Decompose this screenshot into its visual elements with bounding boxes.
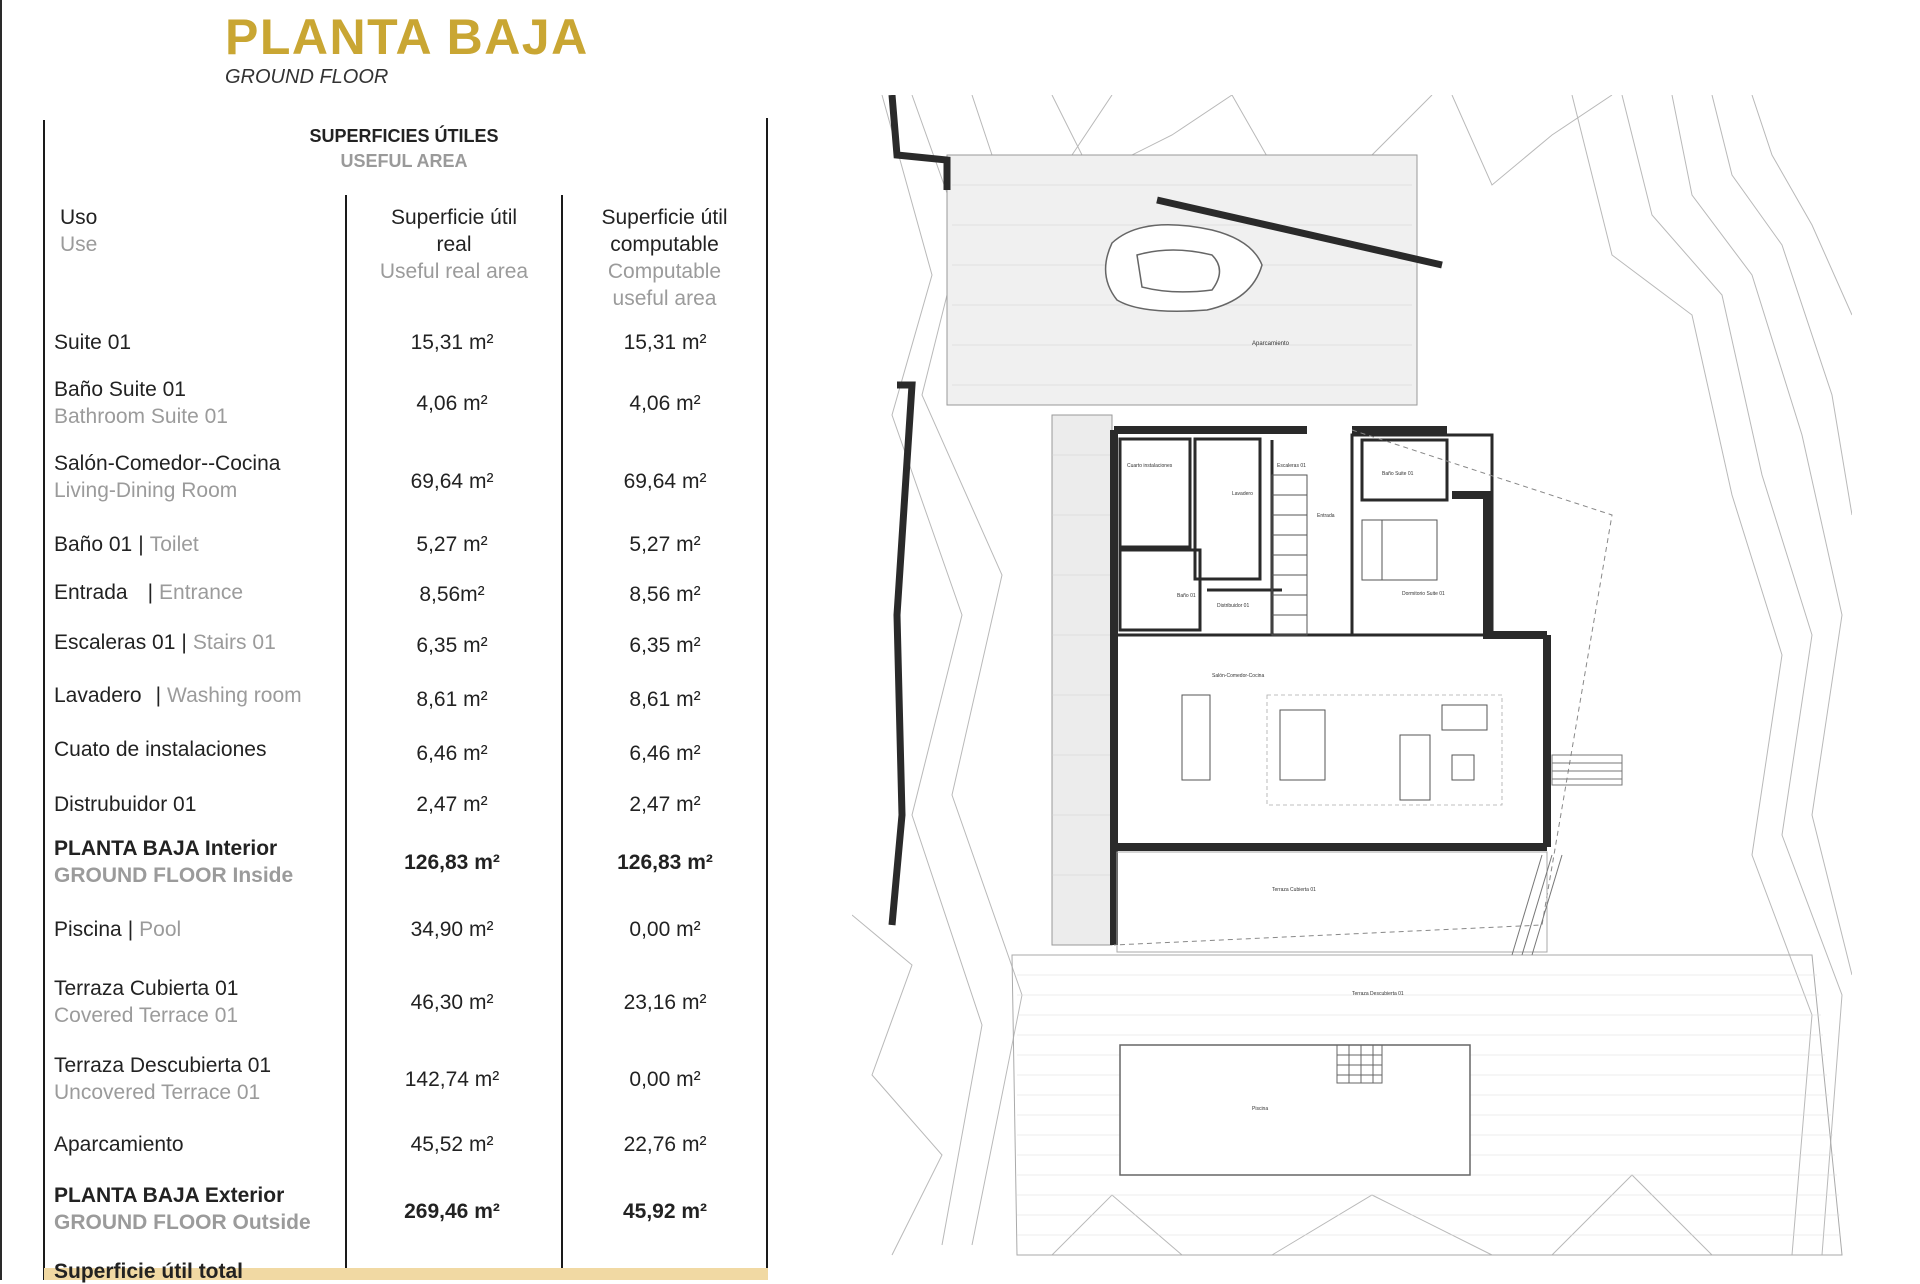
computable-area-value: 8,61 m² [629, 688, 701, 711]
column-header-comp-es-2: computable [610, 233, 719, 256]
computable-area-value: 6,35 m² [629, 634, 701, 657]
column-header-real-en: Useful real area [379, 260, 529, 283]
row-label-es: Terraza Cubierta 01 [54, 977, 239, 1000]
plan-label-bath-suite: Baño Suite 01 [1382, 471, 1414, 477]
table-row-label [54, 376, 344, 430]
real-area-value: 4,06 m² [416, 392, 488, 415]
house-walls [1114, 430, 1547, 945]
column-header-real [347, 204, 561, 285]
table-row-label [54, 791, 344, 818]
row-label-es: Aparcamiento [54, 1133, 184, 1156]
plan-label-living: Salón-Comedor-Cocina [1212, 673, 1265, 679]
real-area-value: 69,64 m² [410, 470, 494, 493]
computable-area-value: 23,16 m² [623, 991, 707, 1014]
table-row-label [54, 736, 344, 763]
column-header-real-es-2: real [436, 233, 472, 256]
computable-area-value: 22,76 m² [623, 1133, 707, 1156]
row-label-en: GROUND FLOOR Inside [54, 864, 294, 887]
row-label-en: Uncovered Terrace 01 [54, 1081, 261, 1104]
plan-label-distributor: Distribuidor 01 [1217, 603, 1250, 609]
table-row-label [54, 975, 344, 1029]
plan-label-bedroom-suite: Dormitorio Suite 01 [1402, 591, 1445, 597]
computable-area-value: 4,06 m² [629, 392, 701, 415]
real-area-value: 5,27 m² [416, 533, 488, 556]
row-label-es: Suite 01 [54, 331, 132, 354]
plan-label-parking: Aparcamiento [1252, 341, 1290, 347]
table-header: SUPERFICIES ÚTILES [309, 126, 499, 146]
column-header-computable [563, 204, 766, 312]
computable-area-value: 5,27 m² [629, 533, 701, 556]
bed-drawing [1362, 520, 1437, 580]
real-area-value: 6,35 m² [416, 634, 488, 657]
real-area-value: 126,83 m² [404, 851, 500, 874]
row-label-es: PLANTA BAJA Exterior [54, 1184, 285, 1207]
real-area-value: 45,52 m² [410, 1133, 494, 1156]
row-label-es: PLANTA BAJA Interior [54, 837, 278, 860]
table-left-border [43, 120, 45, 1280]
row-label-es: Salón-Comedor--Cocina [54, 452, 281, 475]
table-row-label: Lavadero | Washing room [54, 684, 302, 707]
computable-area-value: 69,64 m² [623, 470, 707, 493]
table-row-label: Entrada | Entrance [54, 581, 244, 604]
row-label-es: Escaleras 01 [54, 631, 176, 654]
row-label-en: Stairs 01 [192, 631, 276, 654]
row-label-en: Washing room [167, 684, 302, 707]
sofa [1400, 735, 1430, 800]
row-label-es: Piscina [54, 918, 122, 941]
real-area-value: 2,47 m² [416, 793, 488, 816]
plan-label-entrance: Entrada [1317, 513, 1335, 519]
column-header-comp-en-1: Computable [607, 260, 722, 283]
row-label-en: Pool [139, 918, 182, 941]
page-edge-line [0, 0, 2, 1280]
plan-label-toilet: Baño 01 [1177, 593, 1196, 599]
table-row-label [54, 450, 344, 504]
ramp-area [1052, 415, 1112, 945]
pool-outline [1120, 1045, 1470, 1175]
column-header-use-es: Uso [60, 206, 98, 229]
floor-plan-drawing [852, 95, 1852, 1265]
column-header-comp-es-1: Superficie útil [601, 206, 728, 229]
column-header-use [60, 204, 97, 258]
plan-label-covered-terrace: Terraza Cubierta 01 [1272, 887, 1316, 893]
total-row-label: Superficie útil total [54, 1260, 244, 1283]
table-row-label: Escaleras 01 | Stairs 01 [54, 631, 276, 654]
row-label-es: Baño Suite 01 [54, 378, 186, 401]
row-label-en: Bathroom Suite 01 [54, 405, 228, 428]
table-header-en: USEFUL AREA [340, 151, 468, 171]
computable-area-value: 45,92 m² [622, 1200, 708, 1223]
table-row-label [54, 1182, 344, 1236]
kitchen-island [1182, 695, 1210, 780]
column-divider-2 [561, 195, 563, 1280]
table-row-label [54, 1052, 344, 1106]
table-row-label [54, 329, 344, 356]
plan-label-stairs: Escaleras 01 [1277, 463, 1306, 469]
real-area-value: 142,74 m² [404, 1068, 500, 1091]
stairs-drawing [1272, 475, 1307, 635]
plan-label-laundry: Lavadero [1232, 491, 1253, 497]
row-label-es: Terraza Descubierta 01 [54, 1054, 272, 1077]
table-row-label: Piscina | Pool [54, 918, 182, 941]
computable-area-value: 6,46 m² [629, 742, 701, 765]
row-label-en: Covered Terrace 01 [54, 1004, 239, 1027]
real-area-value: 269,46 m² [404, 1200, 500, 1223]
row-label-es: Lavadero [54, 684, 142, 707]
table-row-label: Baño 01 | Toilet [54, 533, 199, 556]
real-area-value: 8,61 m² [416, 688, 488, 711]
computable-area-value: 0,00 m² [629, 1068, 701, 1091]
real-area-value: 15,31 m² [410, 331, 494, 354]
column-header-use-en: Use [60, 233, 98, 256]
covered-terrace [1117, 852, 1547, 952]
page-subtitle: GROUND FLOOR [225, 66, 389, 88]
page-title: PLANTA BAJA [225, 9, 589, 65]
dining-table [1280, 710, 1325, 780]
plan-label-pool: Piscina [1252, 1106, 1269, 1112]
plan-label-installations: Cuarto instalaciones [1127, 463, 1173, 469]
computable-area-value: 8,56 m² [629, 583, 701, 606]
column-header-comp-en-2: useful area [612, 287, 717, 310]
column-header-real-es-1: Superficie útil [390, 206, 518, 229]
column-divider-1 [345, 195, 347, 1280]
real-area-value: 8,56m² [419, 583, 485, 606]
row-label-es: Entrada [54, 581, 128, 604]
plan-label-uncovered-terrace: Terraza Descubierta 01 [1352, 991, 1404, 997]
computable-area-value: 15,31 m² [623, 331, 707, 354]
real-area-value: 46,30 m² [410, 991, 494, 1014]
table-row-label [54, 1131, 344, 1158]
row-label-es: Cuato de instalaciones [54, 738, 267, 761]
computable-area-value: 0,00 m² [629, 918, 701, 941]
real-area-value: 6,46 m² [416, 742, 488, 765]
row-label-es: Baño 01 [54, 533, 133, 556]
row-label-en: Toilet [149, 533, 199, 556]
row-label-en: GROUND FLOOR Outside [54, 1211, 311, 1234]
row-label-en: Living-Dining Room [54, 479, 238, 502]
computable-area-value: 2,47 m² [629, 793, 701, 816]
row-label-es: Distrubuidor 01 [54, 793, 197, 816]
computable-area-value: 126,83 m² [617, 851, 713, 874]
real-area-value: 34,90 m² [410, 918, 494, 941]
table-row-label [54, 835, 344, 889]
row-label-en: Entrance [159, 581, 244, 604]
